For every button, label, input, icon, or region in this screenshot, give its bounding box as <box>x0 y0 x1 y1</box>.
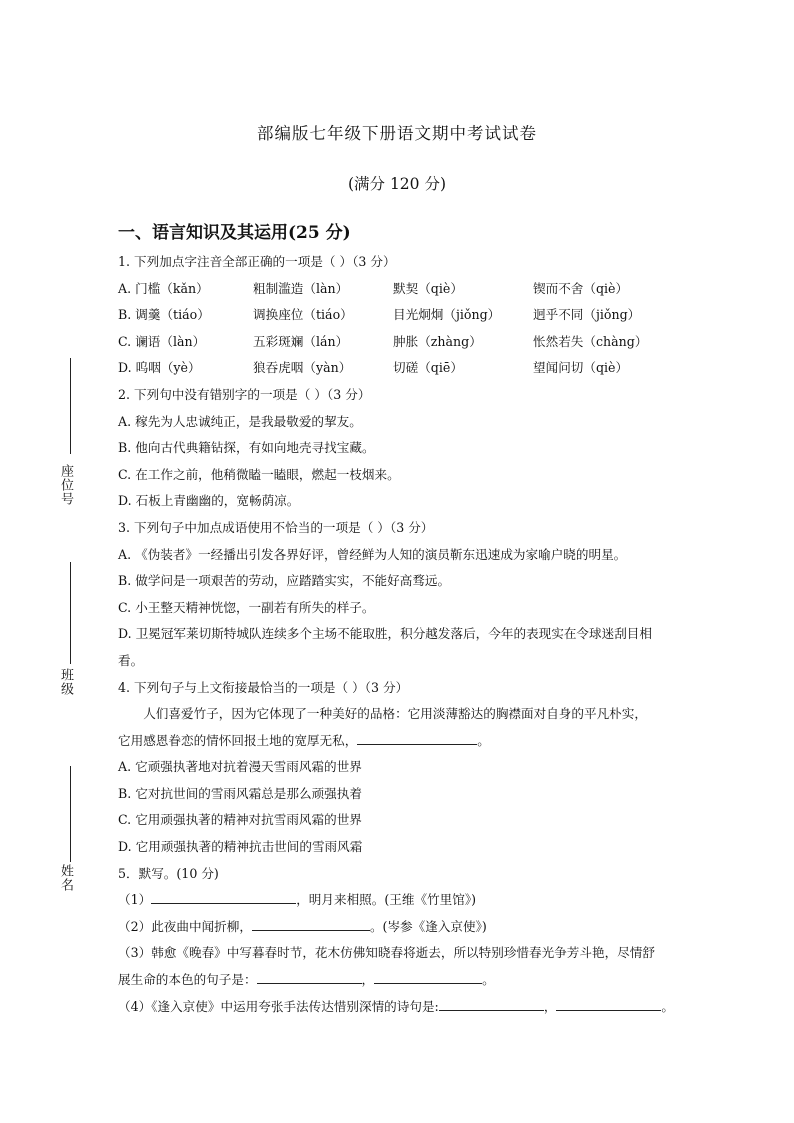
q1-option-row <box>118 329 712 356</box>
section-heading: 一、语言知识及其运用(25 分) <box>118 223 351 243</box>
q1-option-row <box>118 355 712 382</box>
name-label: 姓名 <box>58 864 73 892</box>
q4-passage-text: 它用感恩眷恋的情怀回报土地的宽厚无私， <box>118 732 358 748</box>
item-text: ， <box>543 998 557 1014</box>
q5-item-2 <box>118 914 712 941</box>
option-cell: D. 呜咽（yè） <box>118 360 201 376</box>
seat-label: 座位号 <box>58 464 73 506</box>
option-cell: 肿胀（zhàng） <box>393 333 482 349</box>
option-cell: 狼吞虎咽（yàn） <box>253 360 352 376</box>
option-cell: 锲而不舍（qiè） <box>533 280 629 296</box>
q1-option-row <box>118 276 712 303</box>
item-text: （2）此夜曲中闻折柳， <box>118 918 252 934</box>
q2-stem: 2. 下列句中没有错别字的一项是（ ）（3 分） <box>118 386 371 402</box>
q2-option-a: A. 稼先为人忠诚纯正，是我最敬爱的挈友。 <box>118 413 362 429</box>
q2-option-b: B. 他向古代典籍钻探，有如向地壳寻找宝藏。 <box>118 440 375 456</box>
option-cell: 默契（qiè） <box>393 280 463 296</box>
q5-item-3-line2 <box>118 967 712 994</box>
option-cell: 怅然若失（chàng） <box>533 333 648 349</box>
option-cell: 迥乎不同（jiǒng） <box>533 307 641 323</box>
exam-subtitle: (满分 120 分) <box>347 175 447 193</box>
q3-option-d-line1: D. 卫冕冠军莱切斯特城队连续多个主场不能取胜，积分越发落后，今年的表现实在令球迷刮目相 <box>118 626 652 642</box>
item-text: 。(岑参《逢入京使》) <box>369 918 487 934</box>
q1-option-row <box>118 302 712 329</box>
exam-content <box>118 249 712 1020</box>
q3-option-d-line2: 看。 <box>118 652 144 668</box>
option-cell: C. 谰语（làn） <box>118 333 206 349</box>
q5-item-1 <box>118 887 712 914</box>
answer-blank[interactable] <box>257 971 362 984</box>
q4-passage-line2 <box>118 728 712 755</box>
option-cell: A. 门槛（kǎn） <box>118 280 209 296</box>
item-text: ，明月来相照。(王维《竹里馆》) <box>296 892 477 908</box>
q3-option-a: A. 《伪装者》一经播出引发各界好评，曾经鲜为人知的演员靳东迅速成为家喻户晓的明星。 <box>118 546 627 562</box>
option-cell: 粗制滥造（làn） <box>253 280 349 296</box>
q2-option-c: C. 在工作之前，他稍微瞌一瞌眼，燃起一枝烟来。 <box>118 466 400 482</box>
answer-blank[interactable] <box>151 891 296 904</box>
q4-passage-line1: 人们喜爱竹子，因为它体现了一种美好的品格：它用淡薄豁达的胸襟面对自身的平凡朴实， <box>143 706 647 722</box>
option-cell: 调换座位（tiáo） <box>253 307 353 323</box>
q4-option-d: D. 它用顽强执著的精神抗击世间的雪雨风霜 <box>118 839 363 855</box>
q2-option-d: D. 石板上青幽幽的，宽畅荫凉。 <box>118 493 300 509</box>
q5-item-4 <box>118 994 712 1021</box>
q5-stem: 5．默写。(10 分) <box>118 865 219 881</box>
q5-item-3-line1: （3）韩愈《晚春》中写暮春时节，花木仿佛知晓春将逝去，所以特别珍惜春光争芳斗艳，尽情舒 <box>118 945 655 961</box>
class-label: 班级 <box>58 668 73 696</box>
option-cell: B. 调羹（tiáo） <box>118 307 210 323</box>
answer-blank[interactable] <box>357 732 477 745</box>
class-line <box>70 562 71 664</box>
answer-blank[interactable] <box>556 998 661 1011</box>
item-text: （4）《逢入京使》中运用夸张手法传达惜别深情的诗句是: <box>118 998 439 1014</box>
q3-stem: 3. 下列句子中加点成语使用不恰当的一项是（ ）（3 分） <box>118 519 434 535</box>
answer-blank[interactable] <box>252 918 370 931</box>
q3-option-c: C. 小王整天精神恍惚，一副若有所失的样子。 <box>118 599 375 615</box>
q4-stem: 4. 下列句子与上文衔接最恰当的一项是（ ）（3 分） <box>118 679 409 695</box>
q4-option-a: A. 它顽强执著地对抗着漫天雪雨风霜的世界 <box>118 759 362 775</box>
item-text: 展生命的本色的句子是： <box>118 972 257 988</box>
q4-option-c: C. 它用顽强执著的精神对抗雪雨风霜的世界 <box>118 812 362 828</box>
item-text: 。 <box>661 998 674 1014</box>
q1-stem: 1. 下列加点字注音全部正确的一项是（ ）（3 分） <box>118 254 396 269</box>
option-cell: 切磋（qiē） <box>393 360 463 376</box>
option-cell: 目光炯炯（jiǒng） <box>393 307 501 323</box>
answer-blank[interactable] <box>439 998 544 1011</box>
option-cell: 五彩斑斓（lán） <box>253 333 349 349</box>
item-number: （1） <box>118 892 152 908</box>
option-cell: 望闻问切（qiè） <box>533 360 629 376</box>
q4-option-b: B. 它对抗世间的雪雨风霜总是那么顽强执着 <box>118 785 362 801</box>
item-text: 。 <box>482 972 495 988</box>
item-text: ， <box>361 972 375 988</box>
q3-option-b: B. 做学问是一项艰苦的劳动，应踏踏实实，不能好高骛远。 <box>118 573 451 589</box>
answer-blank[interactable] <box>374 971 482 984</box>
name-line <box>70 766 71 862</box>
seat-line <box>70 358 71 454</box>
q4-passage-end: 。 <box>477 732 490 748</box>
exam-title: 部编版七年级下册语文期中考试试卷 <box>257 124 537 143</box>
